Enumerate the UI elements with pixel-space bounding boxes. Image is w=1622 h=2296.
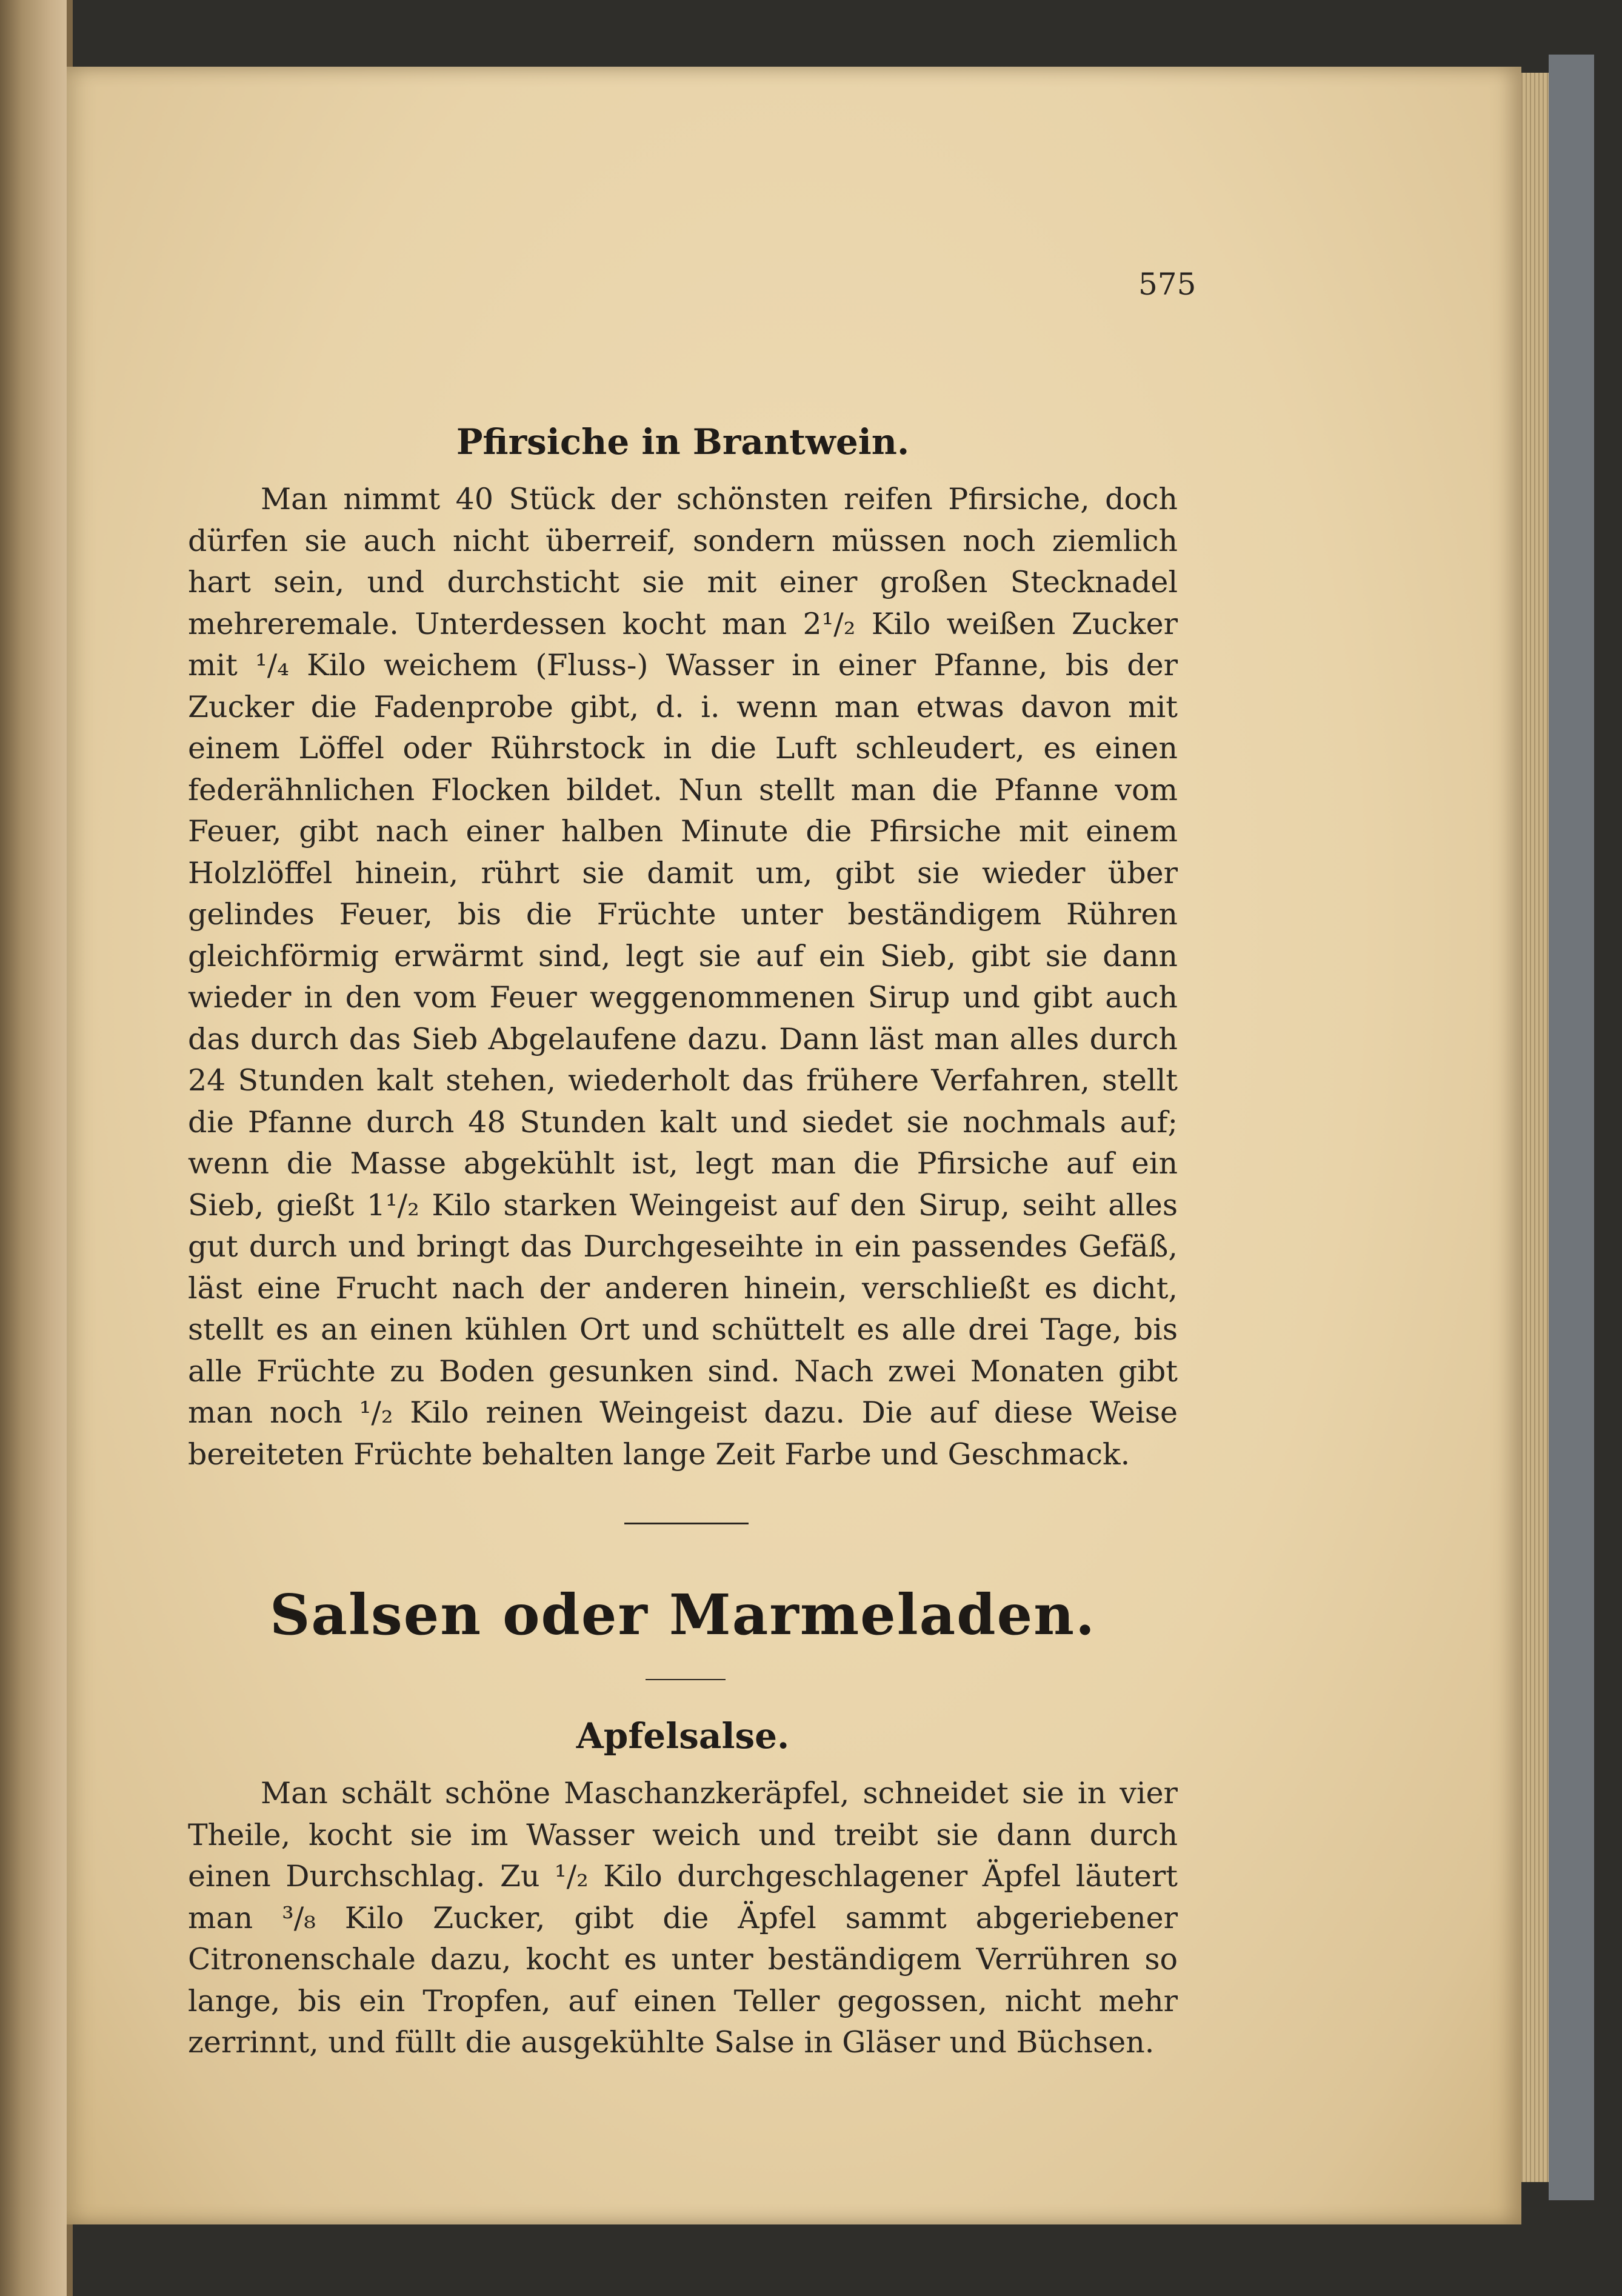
page-number: 575 [1138,267,1196,302]
article-body-pfirsiche: Man nimmt 40 Stück der schönsten reifen Pfirsiche, doch dürfen sie auch nicht überreif, sondern müssen noch ziemlich hart sein, und durchsticht sie mit einer großen Stecknadel mehreremale. Unterdessen kocht man 2¹/₂ Kilo weißen Zucker mit ¹/₄ Kilo weichem (Fluss-) Wasser in einer Pfanne, bis der Zucker die Fadenprobe gibt, d. i. wenn man etwas davon mit einem Löffel oder Rührstock in die Luft schleudert, es einen federähnlichen Flocken bildet. Nun stellt man die Pfanne vom Feuer, gibt nach einer halben Minute die Pfirsiche mit einem Holzlöffel hinein, rührt sie damit um, gibt sie wieder über gelindes Feuer, bis die Früchte unter beständigem Rühren gleichförmig erwärmt sind, legt sie auf ein Sieb, gibt sie dann wieder in den vom Feuer weggenommenen Sirup und gibt auch das durch das Sieb Abgelaufene dazu. Dann läst man alles durch 24 Stunden kalt stehen, wiederholt das frühere Verfahren, stellt die Pfanne durch 48 Stunden kalt und siedet sie nochmals auf; wenn die Masse abgekühlt ist, legt man die Pfirsiche auf ein Sieb, gießt 1¹/₂ Kilo starken Weingeist auf den Sirup, seiht alles gut durch und bringt das Durchgeseihte in ein passendes Gefäß, läst eine Frucht nach der anderen hinein, verschließt es dicht, stellt es an einen kühlen Ort und schüttelt es alle drei Tage, bis alle Früchte zu Boden gesunken sind. Nach zwei Monaten gibt man noch ¹/₂ Kilo reinen Weingeist dazu. Die auf diese Weise bereiteten Früchte behalten lange Zeit Farbe und Geschmack. [188,482,1178,1472]
article-title-apfelsalse: Apfelsalse. [576,1715,790,1757]
section-title-salsen: Salsen oder Marmeladen. [269,1582,1096,1647]
book-page [67,67,1521,2224]
article-body-apfelsalse: Man schält schöne Maschanzkeräpfel, schneidet sie in vier Theile, kocht sie im Wasser weich und treibt sie dann durch einen Durchschlag. Zu ¹/₂ Kilo durchgeschlagener Äpfel läutert man ³/₈ Kilo Zucker, gibt die Äpfel sammt abgeriebener Citronenschale dazu, kocht es unter beständigem Verrühren so lange, bis ein Tropfen, auf einen Teller gegossen, nicht mehr zerrinnt, und füllt die ausgekühlte Salse in Gläser und Büchsen. [188,1776,1178,2060]
book-cover-edge [1549,55,1594,2200]
section-divider-rule [624,1523,749,1524]
section-underline-rule [646,1679,726,1680]
book-spine [0,0,73,2296]
article-title-pfirsiche: Pfirsiche in Brantwein. [456,421,910,462]
